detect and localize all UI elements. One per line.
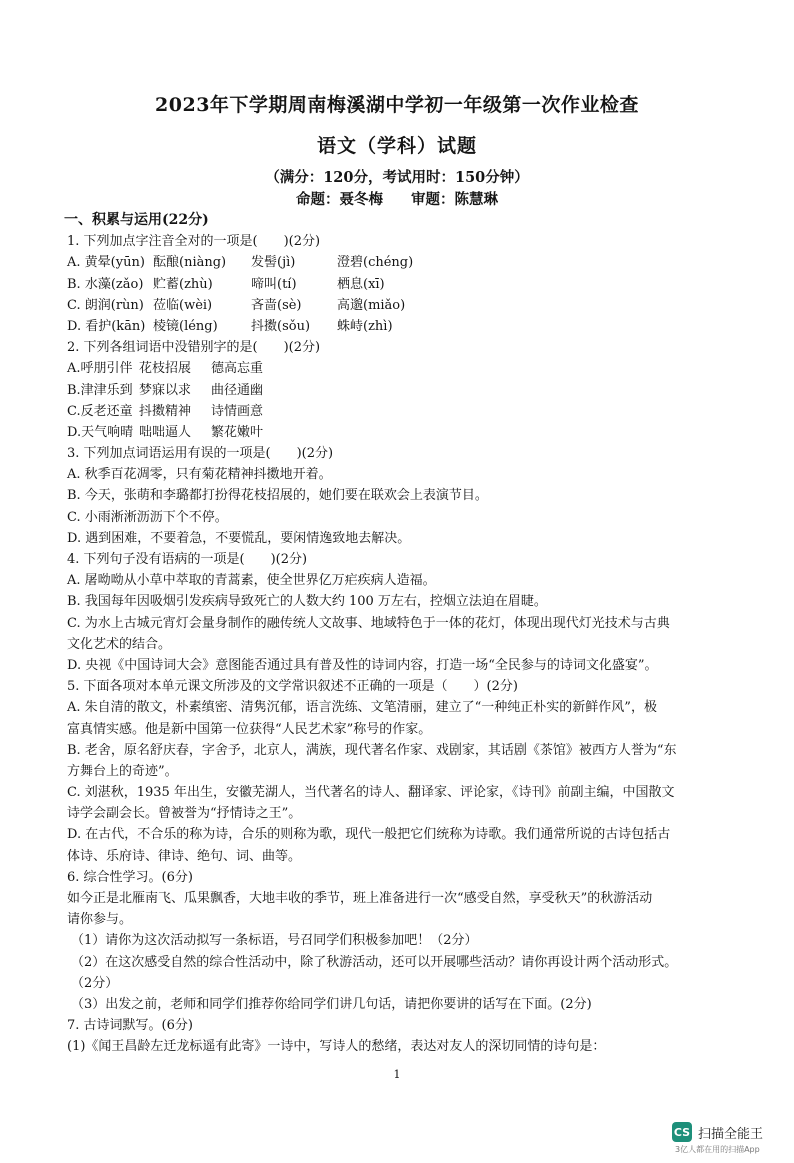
q6-line: （1）请你为这次活动拟写一条标语，号召同学们积极参加吧！（2分） (71, 933, 478, 949)
q4-stem: 4. 下列句子没有语病的一项是( )(2分) (67, 552, 308, 567)
q1-option-c (67, 295, 717, 316)
q1-a-4: 澄碧(chéng) (337, 255, 414, 271)
q6-line: （2分） (71, 975, 119, 991)
scanner-slogan: 3亿人都在用的扫描App (675, 1145, 760, 1154)
q2-a-3: 德高忘重 (211, 361, 264, 377)
reviewer: 审题：陈慧琳 (411, 191, 498, 208)
q5-line: B. 老舍，原名舒庆春，字舍予，北京人，满族，现代著名作家、戏剧家，其话剧《茶馆》被西方人誉为“东 (67, 742, 677, 758)
q2-d-1: D.天气响晴 (67, 424, 134, 440)
q4-line: C. 为水上古城元宵灯会量身制作的融传统人文故事、地域特色于一体的花灯，体现出现代灯光技术与古典 (67, 615, 670, 631)
q7-stem: 7. 古诗词默写。(6分) (67, 1018, 193, 1034)
q2-option-a (67, 358, 717, 379)
q2-a-1: A.呼朋引伴 (67, 361, 133, 377)
q7-line: (1)《闻王昌龄左迁龙标遥有此寄》一诗中，写诗人的愁绪，表达对友人的深切同情的诗句是： (67, 1039, 606, 1055)
q3-option-d: D. 遇到困难，不要着急，不要慌乱，要闲情逸致地去解决。 (67, 530, 411, 546)
score-time: （满分：120分，考试用时：150分钟） (265, 169, 529, 186)
q1-c-4: 高邈(miǎo) (337, 297, 406, 313)
q6-line: （3）出发之前，老师和同学们推荐你给同学们讲几句话，请把你要讲的话写在下面。(2分) (71, 996, 592, 1012)
q1-c-2: 莅临(wèi) (153, 297, 213, 313)
q4-line: 文化艺术的结合。 (67, 636, 172, 652)
q1-option-b (67, 274, 717, 295)
q1-b-1: B. 水藻(zǎo) (67, 276, 144, 292)
q1-b-4: 栖息(xī) (337, 276, 385, 292)
q2-stem: 2. 下列各组词语中没错别字的是( )(2分) (67, 340, 321, 356)
scanner-logo-icon: CS (672, 1122, 692, 1142)
question-body (64, 210, 717, 1058)
q3-option-b: B. 今天，张萌和李璐都打扮得花枝招展的，她们要在联欢会上表演节目。 (67, 488, 488, 504)
q6-line: 如今正是北雁南飞、瓜果飘香，大地丰收的季节，班上准备进行一次“感受自然，享受秋天”的秋游活动 (67, 891, 653, 906)
q1-a-3: 发髻(jì) (251, 255, 296, 271)
q1-option-a (67, 252, 717, 273)
q2-option-b (67, 380, 717, 401)
q1-stem: 1. 下列加点字注音全对的一项是( )(2分) (67, 234, 321, 250)
q4-line: D. 央视《中国诗词大会》意图能否通过具有普及性的诗词内容，打造一场“全民参与的诗词文化盛宴”。 (67, 657, 658, 673)
q2-c-2: 抖擞精神 (139, 403, 192, 419)
q5-line: 富真情实感。他是新中国第一位获得“人民艺术家”称号的作家。 (67, 721, 432, 737)
q2-c-1: C.反老还童 (67, 403, 133, 419)
q2-b-3: 曲径通幽 (211, 382, 264, 398)
q2-c-3: 诗情画意 (211, 403, 264, 419)
q1-option-d (67, 316, 717, 337)
q6-line: 请你参与。 (67, 912, 133, 928)
q5-line: 体诗、乐府诗、律诗、绝句、词、曲等。 (67, 848, 302, 864)
q5-line: A. 朱自清的散文，朴素缜密、清隽沉郁，语言洗练、文笔清丽，建立了“一种纯正朴实的新鲜作风”，极 (67, 700, 657, 716)
q4-line: B. 我国每年因吸烟引发疾病导致死亡的人数大约 100 万左右，控烟立法迫在眉睫。 (67, 594, 547, 610)
q5-line: C. 刘湛秋，1935 年出生，安徽芜湖人，当代著名的诗人、翻译家、评论家，《诗刊》前副主编，中国散文 (67, 785, 675, 801)
q3-option-a: A. 秋季百花凋零，只有菊花精神抖擞地开着。 (67, 467, 332, 483)
q6-line: （2）在这次感受自然的综合性活动中，除了秋游活动，还可以开展哪些活动？请你再设计两个活动形式。 (71, 954, 678, 970)
q5-line: 诗学会副会长。曾被誉为“抒情诗之王”。 (67, 806, 302, 822)
q1-b-2: 贮蓄(zhù) (153, 276, 213, 292)
q1-d-4: 蛛峙(zhì) (337, 318, 393, 334)
scanner-name: 扫描全能王 (698, 1126, 764, 1142)
author: 命题：聂冬梅 (296, 191, 383, 208)
q2-a-2: 花枝招展 (139, 361, 192, 377)
q1-c-3: 吝啬(sè) (251, 297, 302, 313)
q2-b-2: 梦寐以求 (139, 382, 192, 398)
q1-d-3: 抖擞(sǒu) (251, 318, 311, 334)
q3-option-c: C. 小雨淅淅沥沥下个不停。 (67, 509, 228, 525)
q2-d-3: 繁花嫩叶 (211, 424, 264, 440)
q1-a-2: 酝酿(niàng) (153, 255, 227, 271)
scanner-watermark (672, 1120, 763, 1144)
q2-b-1: B.津津乐到 (67, 382, 133, 398)
q5-line: 方舞台上的奇迹”。 (67, 763, 178, 779)
subject-title: 语文（学科）试题 (316, 135, 477, 157)
q5-line: D. 在古代，不合乐的称为诗，合乐的则称为歌，现代一般把它们统称为诗歌。我们通常所说的古诗包括古 (67, 827, 671, 843)
q2-option-d (67, 422, 717, 443)
q6-stem: 6. 综合性学习。(6分) (67, 869, 193, 885)
q2-d-2: 咄咄逼人 (139, 424, 192, 440)
exam-title: 2023年下学期周南梅溪湖中学初一年级第一次作业检查 (155, 94, 639, 116)
section-heading: 一、积累与运用(22分) (64, 212, 209, 228)
page-number: 1 (393, 1068, 401, 1081)
q1-d-1: D. 看护(kān) (67, 318, 146, 334)
author-line (0, 188, 794, 209)
q4-line: A. 屠呦呦从小草中萃取的青蒿素，使全世界亿万疟疾病人造福。 (67, 573, 436, 589)
q1-a-1: A. 黄晕(yūn) (67, 255, 145, 271)
q2-option-c (67, 401, 717, 422)
q1-c-1: C. 朗润(rùn) (67, 297, 144, 313)
q1-d-2: 棱镜(léng) (153, 318, 218, 334)
q1-b-3: 啼叫(tí) (251, 276, 297, 292)
q5-stem: 5. 下面各项对本单元课文所涉及的文学常识叙述不正确的一项是（ ）(2分) (67, 679, 518, 695)
q3-stem: 3. 下列加点词语运用有误的一项是( )(2分) (67, 446, 334, 462)
